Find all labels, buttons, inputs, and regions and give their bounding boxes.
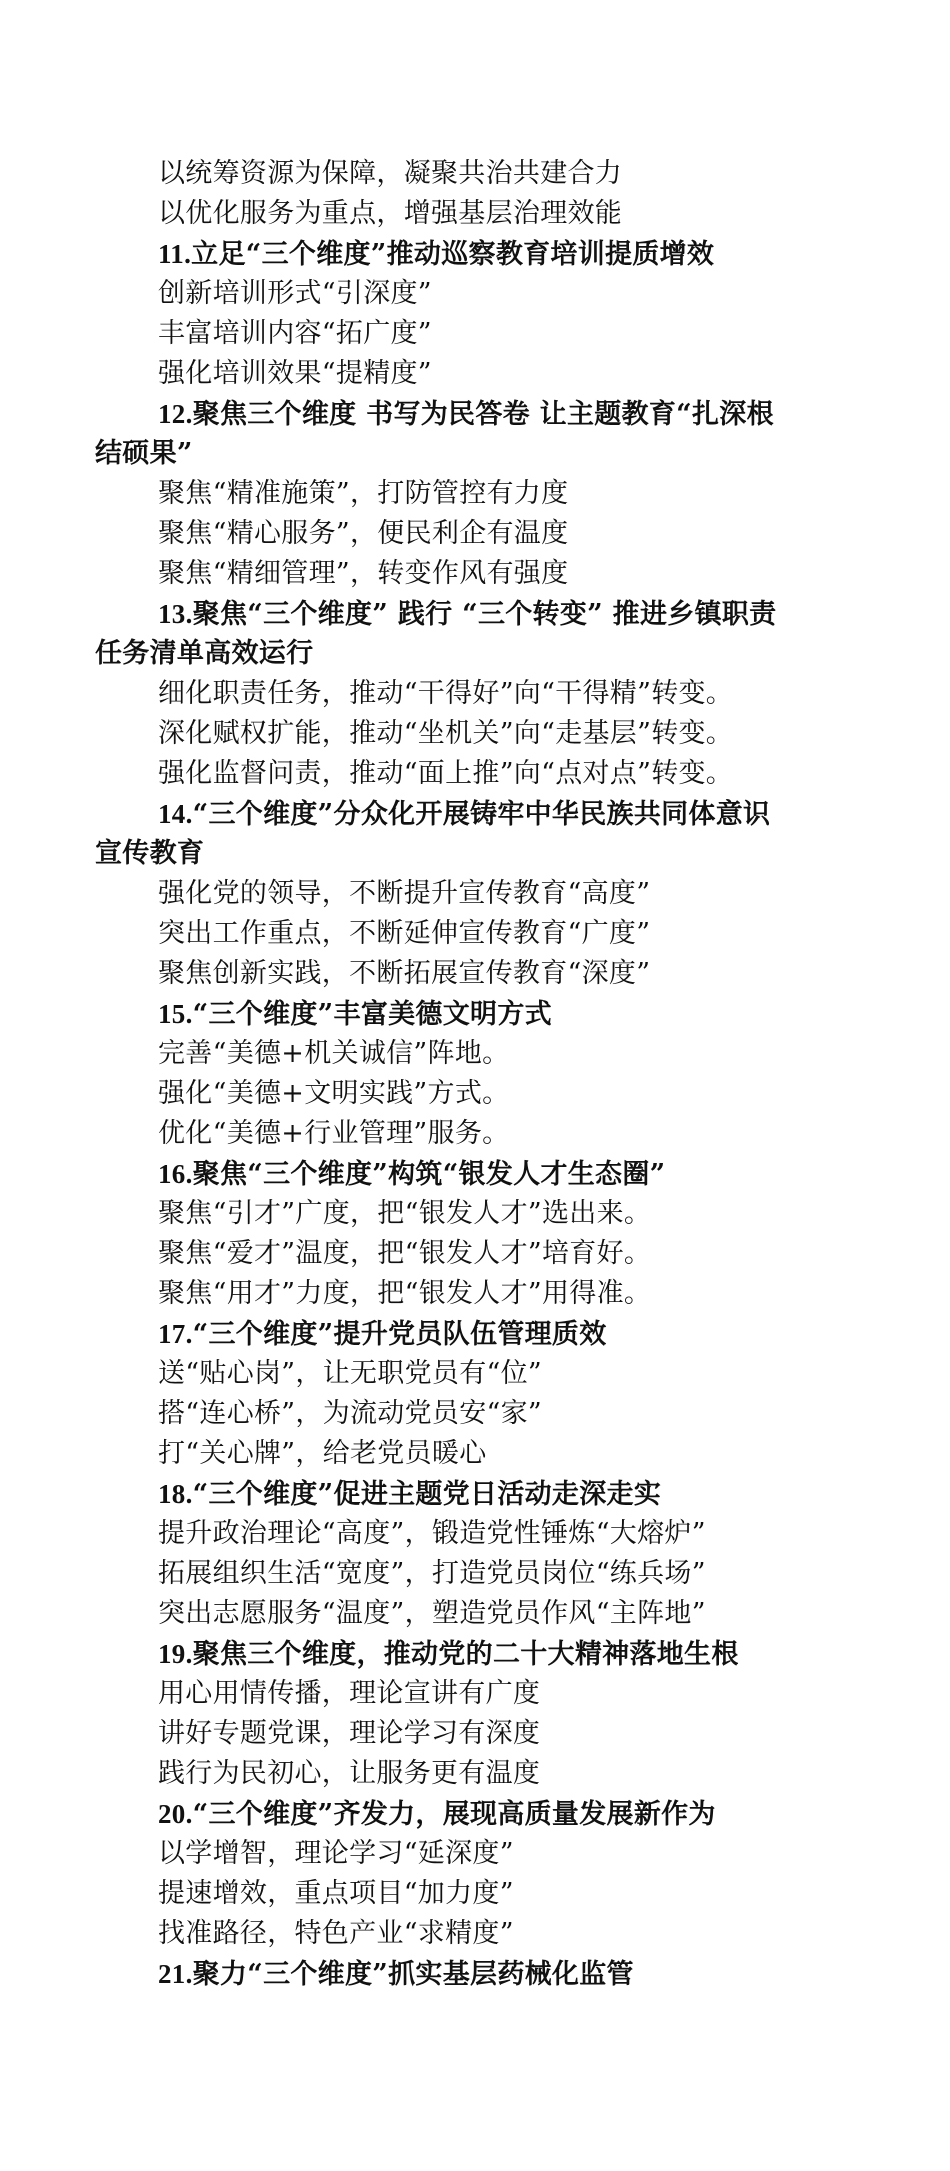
section-heading-20 (95, 1794, 865, 1834)
document-body (95, 154, 865, 1994)
heading-text: 聚焦三个维度，推动党的二十大精神落地生根 (192, 1639, 739, 1670)
heading-number: 17. (158, 1319, 193, 1349)
list-item: 提速增效，重点项目“加力度” (158, 1878, 514, 1909)
section-heading-19 (95, 1634, 865, 1674)
list-item: 聚焦“精准施策”，打防管控有力度 (158, 478, 569, 509)
list-item: 丰富培训内容“拓广度” (158, 318, 432, 349)
heading-number: 19. (158, 1639, 193, 1669)
section-heading-17 (95, 1314, 865, 1354)
list-item: 讲好专题党课，理论学习有深度 (158, 1718, 541, 1749)
section-heading-21 (95, 1954, 865, 1994)
section-heading-14-continued: 宣传教育 (95, 838, 205, 869)
heading-number: 12. (158, 399, 193, 429)
section-heading-11 (95, 234, 865, 274)
list-item: 创新培训形式“引深度” (158, 278, 432, 309)
list-item: 细化职责任务，推动“干得好”向“干得精”转变。 (158, 678, 734, 709)
list-item: 聚焦“爱才”温度，把“银发人才”培育好。 (158, 1238, 652, 1269)
heading-text: 立足“三个维度”推动巡察教育培训提质增效 (191, 239, 715, 270)
list-item: 送“贴心岗”，让无职党员有“位” (158, 1358, 543, 1389)
heading-text: 聚焦三个维度 书写为民答卷 让主题教育“扎深根 (192, 399, 774, 430)
section-heading-16 (95, 1154, 865, 1194)
heading-number: 20. (158, 1799, 193, 1829)
list-item: 聚焦“精心服务”，便民利企有温度 (158, 518, 569, 549)
heading-text: 聚力“三个维度”抓实基层药械化监管 (192, 1959, 634, 1990)
heading-text: “三个维度”丰富美德文明方式 (192, 999, 552, 1030)
list-item: 聚焦“用才”力度，把“银发人才”用得准。 (158, 1278, 652, 1309)
list-item: 强化监督问责，推动“面上推”向“点对点”转变。 (158, 758, 734, 789)
list-item: 突出志愿服务“温度”，塑造党员作风“主阵地” (158, 1598, 706, 1629)
heading-number: 21. (158, 1959, 193, 1989)
section-heading-18 (95, 1474, 865, 1514)
list-item: 深化赋权扩能，推动“坐机关”向“走基层”转变。 (158, 718, 734, 749)
heading-text: “三个维度”促进主题党日活动走深走实 (192, 1479, 662, 1510)
list-item: 优化“美德+行业管理”服务。 (158, 1118, 510, 1149)
list-item: 搭“连心桥”，为流动党员安“家” (158, 1398, 543, 1429)
heading-number: 13. (158, 599, 193, 629)
list-item: 完善“美德+机关诚信”阵地。 (158, 1038, 510, 1069)
list-item: 聚焦创新实践，不断拓展宣传教育“深度” (158, 958, 651, 989)
list-item: 打“关心牌”，给老党员暖心 (158, 1438, 487, 1469)
section-heading-13-continued: 任务清单高效运行 (95, 638, 314, 669)
heading-text: “三个维度”分众化开展铸牢中华民族共同体意识 (192, 799, 771, 830)
heading-number: 18. (158, 1479, 193, 1509)
list-item: 践行为民初心，让服务更有温度 (158, 1758, 541, 1789)
heading-number: 14. (158, 799, 193, 829)
section-heading-14 (95, 794, 865, 834)
list-item: 拓展组织生活“宽度”，打造党员岗位“练兵场” (158, 1558, 706, 1589)
list-item: 突出工作重点，不断延伸宣传教育“广度” (158, 918, 651, 949)
list-item: 以统筹资源为保障，凝聚共治共建合力 (158, 158, 623, 189)
heading-text: “三个维度”齐发力，展现高质量发展新作为 (192, 1799, 716, 1830)
list-item: 强化“美德+文明实践”方式。 (158, 1078, 510, 1109)
list-item: 用心用情传播，理论宣讲有广度 (158, 1678, 541, 1709)
section-heading-13 (95, 594, 865, 634)
heading-text: 聚焦“三个维度”构筑“银发人才生态圈” (192, 1159, 666, 1190)
heading-number: 11. (158, 239, 192, 269)
section-heading-12-continued: 结硕果” (95, 438, 193, 469)
heading-number: 16. (158, 1159, 193, 1189)
section-heading-12 (95, 394, 865, 434)
heading-text: “三个维度”提升党员队伍管理质效 (192, 1319, 607, 1350)
heading-number: 15. (158, 999, 193, 1029)
list-item: 以学增智，理论学习“延深度” (158, 1838, 514, 1869)
list-item: 聚焦“精细管理”，转变作风有强度 (158, 558, 569, 589)
list-item: 找准路径，特色产业“求精度” (158, 1918, 514, 1949)
section-heading-15 (95, 994, 865, 1034)
list-item: 以优化服务为重点，增强基层治理效能 (158, 198, 623, 229)
list-item: 强化党的领导，不断提升宣传教育“高度” (158, 878, 651, 909)
list-item: 提升政治理论“高度”，锻造党性锤炼“大熔炉” (158, 1518, 706, 1549)
list-item: 强化培训效果“提精度” (158, 358, 432, 389)
list-item: 聚焦“引才”广度，把“银发人才”选出来。 (158, 1198, 652, 1229)
heading-text: 聚焦“三个维度” 践行 “三个转变” 推进乡镇职责 (192, 599, 777, 630)
